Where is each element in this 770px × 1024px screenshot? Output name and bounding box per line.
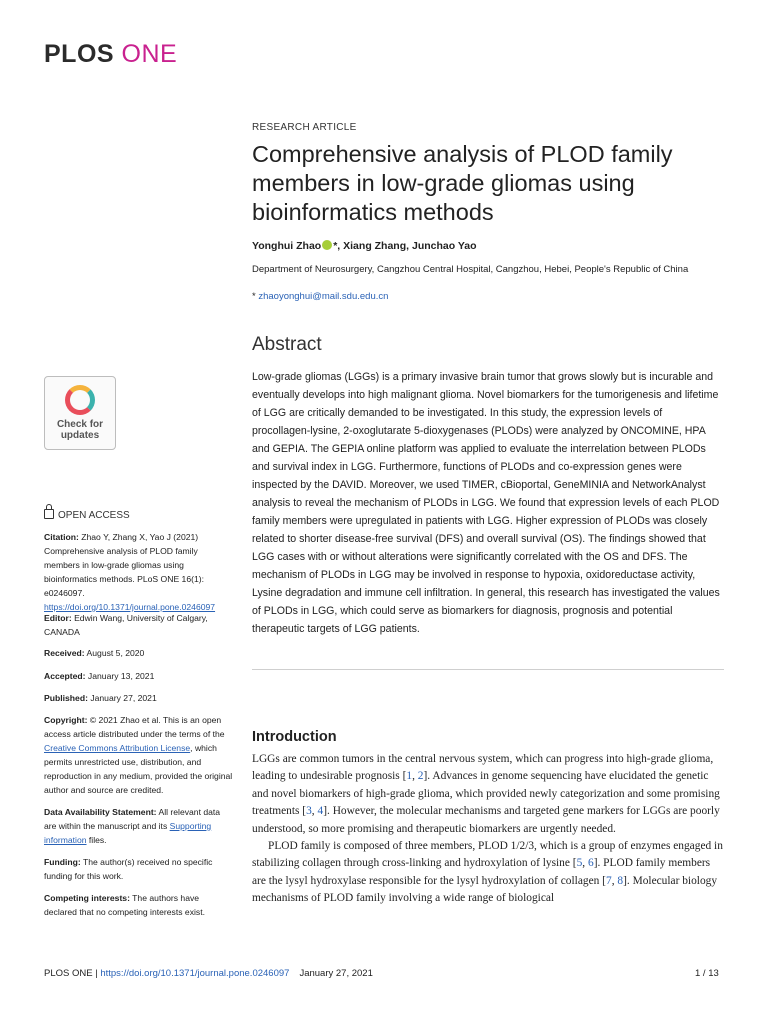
article-type-label: RESEARCH ARTICLE [252, 122, 357, 133]
citation-text: Zhao Y, Zhang X, Yao J (2021) Comprehensive analysis of PLOD family members in low-grade gliomas using bioinformatics methods. PLoS ONE 16(1): e0246097. [44, 532, 205, 598]
citation-block [44, 530, 234, 614]
copyright-text: © 2021 Zhao et al. This is an open access article distributed under the terms of the [44, 715, 225, 739]
text-run: ]. Molecular biology mechanisms of PLOD family involving a wide range of biological [252, 874, 718, 905]
open-access-label [44, 509, 130, 521]
reference-link[interactable]: 6 [587, 857, 594, 870]
competing-interests-label: Competing interests: [44, 893, 130, 903]
data-availability-text: All relevant data are within the manuscript and its [44, 807, 221, 831]
accepted-block [44, 669, 234, 683]
intro-paragraph-1 [252, 751, 724, 838]
funding-block [44, 855, 234, 883]
editor-text: Edwin Wang, University of Calgary, CANADA [44, 613, 208, 637]
published-block [44, 691, 234, 705]
reference-link[interactable]: 4 [317, 805, 324, 818]
license-link[interactable]: Creative Commons Attribution License [44, 743, 191, 753]
journal-logo[interactable] [44, 40, 177, 69]
accepted-label: Accepted: [44, 671, 86, 681]
footer-journal: PLOS ONE | [44, 968, 101, 979]
author-list [252, 240, 477, 252]
citation-doi-link[interactable]: https://doi.org/10.1371/journal.pone.0246097 [44, 602, 216, 612]
crossmark-icon [65, 385, 95, 415]
affiliation: Department of Neurosurgery, Cangzhou Central Hospital, Cangzhou, Hebei, People's Republic of China [252, 264, 689, 275]
text-run: , [582, 857, 588, 870]
reference-link[interactable]: 7 [605, 874, 612, 887]
abstract-heading: Abstract [252, 334, 322, 355]
divider [252, 669, 724, 670]
reference-link[interactable]: 8 [617, 874, 624, 887]
footer-doi-link[interactable]: https://doi.org/10.1371/journal.pone.0246097 [100, 968, 290, 979]
text-run: , [611, 874, 618, 887]
orcid-icon[interactable] [322, 240, 332, 250]
open-access-text: OPEN ACCESS [58, 510, 130, 521]
reference-link[interactable]: 1 [406, 770, 413, 783]
reference-link[interactable]: 5 [576, 857, 583, 870]
copyright-label: Copyright: [44, 715, 88, 725]
email-link[interactable]: zhaoyonghui@mail.sdu.edu.cn [258, 291, 389, 302]
accepted-date: January 13, 2021 [85, 671, 155, 681]
footer-date: January 27, 2021 [299, 968, 373, 979]
published-label: Published: [44, 693, 88, 703]
author-name[interactable]: Yonghui Zhao [252, 240, 322, 252]
open-lock-icon [44, 509, 54, 519]
text-run: ]. Advances in genome sequencing have elucidated the genetic and novel biomarkers of high-grade glioma, which provided newly categorization and some promising treatments [ [252, 770, 720, 818]
text-run: PLOD family is composed of three members, PLOD 1/2/3, which is a group of enzymes engaged in stabilizing collagen through cross-linking and hydroxylation of lysine [ [252, 840, 723, 870]
author-names-rest: *, Xiang Zhang, Junchao Yao [333, 240, 477, 252]
supporting-information-link[interactable]: Supporting information [44, 821, 212, 845]
logo-one-text: ONE [121, 40, 178, 68]
check-for-updates-badge[interactable] [44, 376, 116, 450]
data-availability-block [44, 805, 234, 847]
article-title: Comprehensive analysis of PLOD family members in low-grade gliomas using bioinformatics methods [252, 141, 673, 225]
editor-block [44, 611, 234, 639]
data-availability-text-rest: files. [86, 835, 107, 845]
page-footer [44, 968, 373, 979]
received-date: August 5, 2020 [84, 648, 145, 658]
funding-text: The author(s) received no specific funding for this work. [44, 857, 213, 881]
published-date: January 27, 2021 [87, 693, 157, 703]
copyright-text-rest: , which permits unrestricted use, distribution, and reproduction in any medium, provided the original author and source are credited. [44, 743, 233, 795]
introduction-body [252, 751, 724, 908]
data-availability-label: Data Availability Statement: [44, 807, 157, 817]
copyright-block [44, 713, 234, 797]
badge-line-1: Check for [56, 419, 104, 430]
text-run: , [412, 770, 418, 783]
abstract-text: Low-grade gliomas (LGGs) is a primary invasive brain tumor that grows slowly but is incurable and eventually develops into high malignant glioma. Novel biomarkers for the tumorigenesis and lifetime of LGG are critically demanded to be investigated. In this study, the expression levels of procollagen-lysine, 2-oxoglutarate 5-dioxygenases (PLODs) were analyzed by ONCOMINE, HPA and GEPIA. The GEPIA online platform was applied to evaluate the interrelation between PLODs and survival index in LGG. Furthermore, functions of PLODs and co-expression genes were inspected by the DAVID. Moreover, we used TIMER, cBioportal, GeneMINIA and NetworkAnalyst analysis to reveal the mechanism of PLODs in LGG. We found that expression levels of each PLOD family members were upregulated in patients with LGG. Higher expression of PLODs was closely related to shorter disease-free survival (DFS) and overall survival (OS). The findings showed that LGG cases with or without alterations were significantly correlated with the OS and DFS. The mechanism of PLODs in LGG may be involved in response to hypoxia, oxidoreductase activity, Lysine degradation and immune cell infiltration. In general, this research has investigated the values of PLODs in LGG, which could serve as biomarkers for diagnosis, prognosis and potential therapeutic targets of LGG patients. [252, 371, 720, 635]
text-run: ]. PLOD family members are the lysyl hydroxylase responsible for the lysyl hydroxylation of collagen [ [252, 857, 711, 887]
badge-line-2: updates [60, 430, 100, 441]
text-run: ]. However, the molecular mechanisms and targeted gene markers for LGGs are poorly understood, so more promising and therapeutic biomarkers are urgently needed. [252, 805, 720, 835]
logo-plos-text: PLOS [44, 40, 115, 68]
email-marker: * [252, 291, 259, 302]
page-number: 1 / 13 [695, 968, 719, 979]
corresponding-email [252, 291, 388, 302]
received-label: Received: [44, 648, 85, 658]
received-block [44, 646, 234, 660]
funding-label: Funding: [44, 857, 81, 867]
reference-link[interactable]: 3 [306, 805, 312, 818]
editor-label: Editor: [44, 613, 72, 623]
reference-link[interactable]: 2 [417, 770, 424, 783]
intro-paragraph-2 [252, 838, 724, 908]
text-run: LGGs are common tumors in the central nervous system, which can progress into high-grade glioma, leading to undesirable prognosis [ [252, 753, 714, 783]
competing-interests-block [44, 891, 234, 919]
citation-label: Citation: [44, 532, 79, 542]
introduction-heading: Introduction [252, 729, 337, 745]
text-run: , [311, 805, 318, 818]
competing-interests-text: The authors have declared that no competing interests exist. [44, 893, 205, 917]
